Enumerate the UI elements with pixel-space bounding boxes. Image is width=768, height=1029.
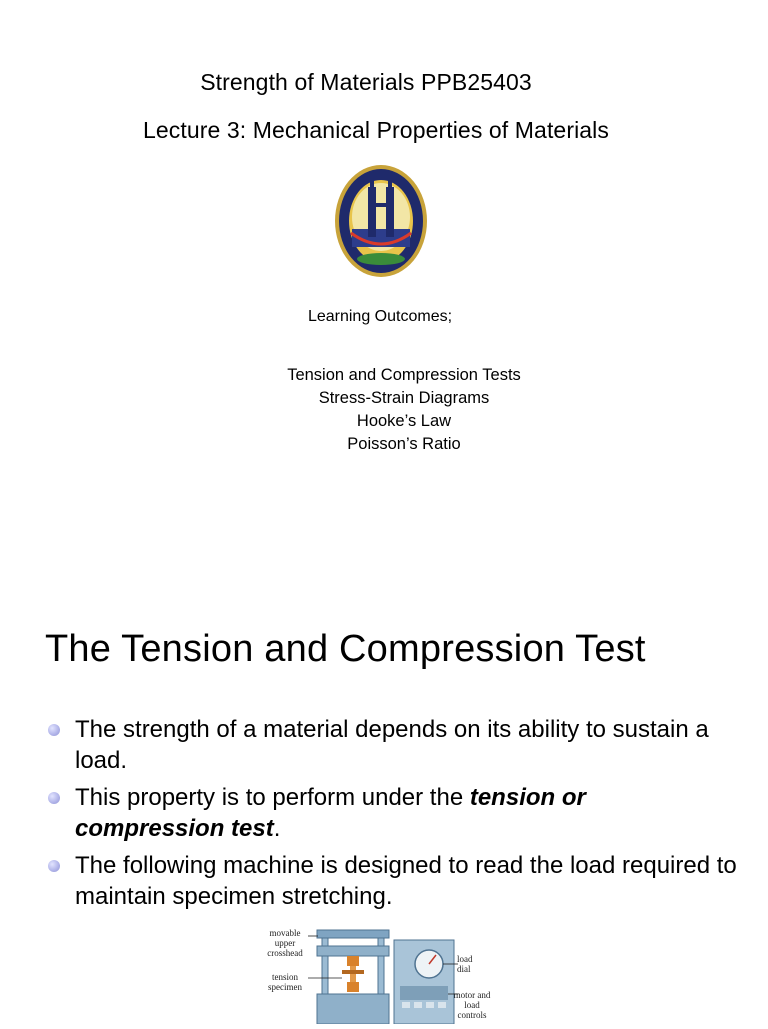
content-slide — [0, 570, 768, 1024]
topic-list — [20, 364, 768, 456]
bullet-list — [48, 714, 738, 918]
bullet-item — [48, 850, 738, 912]
bullet-item — [48, 782, 738, 844]
course-title: Strength of Materials PPB25403 — [200, 69, 532, 95]
topic-item: Hooke’s Law — [356, 412, 452, 430]
label-crosshead: movable upper crosshead — [267, 928, 303, 958]
topic-item: Stress-Strain Diagrams — [318, 389, 490, 407]
topic-item: Tension and Compression Tests — [287, 366, 521, 384]
bullet-text: The following machine is designed to read the load required to maintain specimen stretching. — [75, 852, 737, 910]
label-dial: load dial — [457, 954, 473, 974]
bullet-emphasis: tension or compression test — [75, 784, 586, 842]
bullet-text: This property is to perform under the — [75, 784, 470, 811]
bullet-text: The strength of a material depends on its ability to sustain a load. — [75, 716, 709, 774]
learning-outcomes-heading: Learning Outcomes; — [307, 308, 453, 325]
topic-item: Poisson’s Ratio — [347, 435, 461, 453]
university-logo-icon — [333, 163, 429, 279]
slide-title: The Tension and Compression Test — [45, 628, 646, 670]
bullet-dot-icon — [48, 792, 60, 804]
label-specimen: tension specimen — [268, 972, 302, 992]
label-controls: motor and load controls — [453, 990, 491, 1020]
bullet-dot-icon — [48, 724, 60, 736]
bullet-text: . — [273, 815, 281, 842]
lecture-title: Lecture 3: Mechanical Properties of Materials — [143, 117, 609, 143]
testing-machine-figure — [262, 922, 502, 1024]
bullet-item — [48, 714, 738, 776]
bullet-dot-icon — [48, 860, 60, 872]
